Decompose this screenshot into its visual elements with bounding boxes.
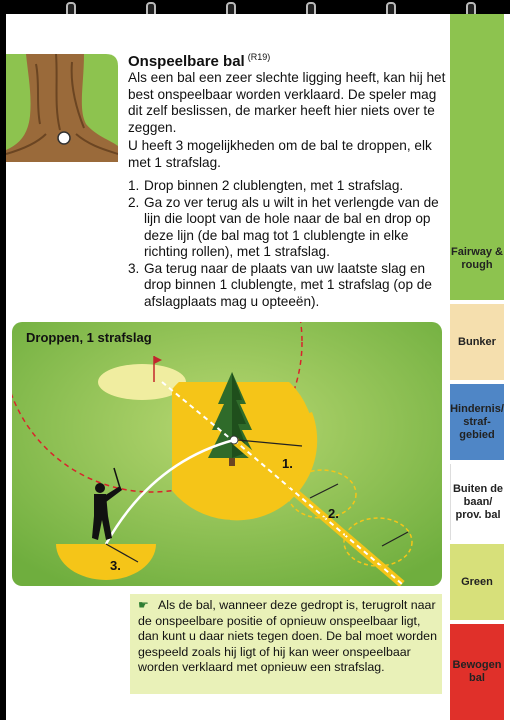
diagram-graphic xyxy=(12,322,442,586)
tab-bewogen-bal[interactable] xyxy=(450,624,504,720)
note-content xyxy=(138,598,438,676)
option-text: Ga terug naar de plaats van uw laatste slag en drop binnen 1 clublengte, met 1 strafslag (op de afslagplaats mag u opteeën). xyxy=(144,260,432,309)
tab-label: Fairway & rough xyxy=(451,246,503,271)
option-number: 3. xyxy=(128,260,140,276)
tab-label: Hindernis/ strafgebied xyxy=(450,402,504,441)
option-text: Ga zo ver terug als u wilt in het verlengde van de lijn die loopt van de hole naar de bal en drop op deze lijn (de bal mag tot 1 clublengte in elke richting rollen), met 1 strafslag. xyxy=(144,194,439,259)
tab-fairway-rough[interactable] xyxy=(450,14,504,300)
diagram-title: Droppen, 1 strafslag xyxy=(26,330,152,345)
note-box xyxy=(130,594,442,694)
intro-paragraph: Als een bal een zeer slechte ligging heeft, kan hij het best onspeelbaar worden verklaard. De speler mag dit zelf beslissen, de marker heeft hier niets over te zeggen. xyxy=(128,70,446,135)
option-number: 2. xyxy=(128,194,140,210)
tab-label: Bewogen bal xyxy=(452,659,502,684)
note-text: Als de bal, wanneer deze gedropt is, terugrolt naar de onspeelbare positie of opnieuw onspeelbaar ligt, dan kunt u daar niets tegen doen. De bal moet worden gespeeld zoals hij ligt of hij kan weer onspeelbaar worden verklaard met opnieuw een strafslag. xyxy=(138,598,437,675)
tab-hindernis-strafgebied[interactable] xyxy=(450,384,504,460)
option-number: 1. xyxy=(128,178,140,193)
options-intro: U heeft 3 mogelijkheden om de bal te droppen, elk met 1 strafslag. xyxy=(128,138,432,170)
pointing-hand-icon: ☛ xyxy=(138,598,149,612)
tree-root-illustration xyxy=(6,54,118,162)
tab-label: Bunker xyxy=(458,335,496,348)
list-item xyxy=(128,178,446,195)
tab-label: Green xyxy=(461,575,493,588)
title-text: Onspeelbare bal xyxy=(128,53,245,70)
tab-buiten-de-baan[interactable] xyxy=(450,464,505,540)
tab-label: Buiten de baan/ prov. bal xyxy=(452,482,504,521)
zone-label-1: 1. xyxy=(282,456,293,471)
tab-green[interactable] xyxy=(450,544,504,620)
tab-bunker[interactable] xyxy=(450,304,504,380)
list-item xyxy=(128,261,446,311)
drop-options-diagram xyxy=(12,322,442,586)
section-tabs xyxy=(450,14,510,720)
page-title xyxy=(128,52,270,70)
zone-label-2: 2. xyxy=(328,506,339,521)
option-text: Drop binnen 2 clublengten, met 1 strafslag. xyxy=(144,178,404,193)
list-item xyxy=(128,195,446,261)
rule-reference: (R19) xyxy=(247,52,271,62)
options-list xyxy=(128,178,446,310)
zone-label-3: 3. xyxy=(110,558,121,573)
rule-page xyxy=(6,14,450,720)
